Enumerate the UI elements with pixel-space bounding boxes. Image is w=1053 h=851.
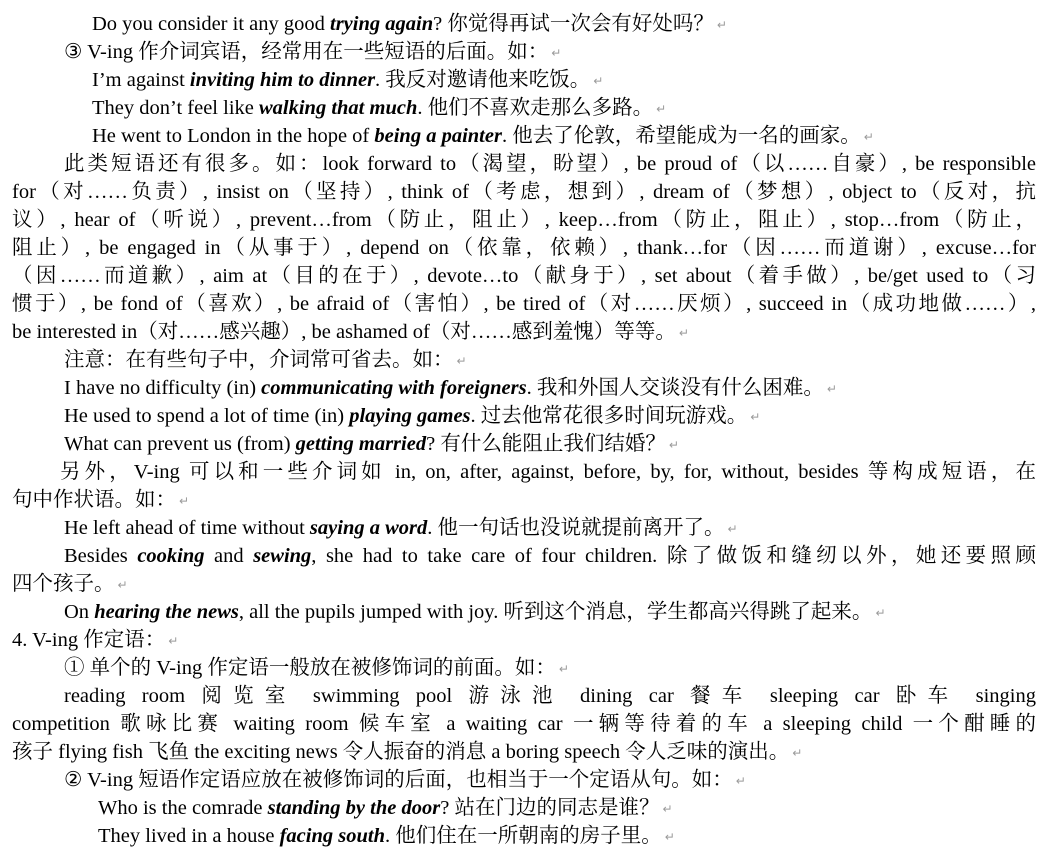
emphasized-phrase: sewing: [253, 545, 312, 567]
paragraph-mark-icon: ↵: [593, 74, 604, 89]
line-text: [64, 601, 872, 623]
text-line: [12, 206, 1036, 234]
text-line: [64, 598, 1036, 626]
text-run: 此类短语还有很多。如：look forward to（渴望，盼望）, be proud of（以……自豪）, be responsible: [64, 153, 1036, 175]
text-run: be interested in（对……感兴趣）, be ashamed of（对……感到羞愧）等等。: [12, 321, 676, 343]
text-line: [92, 10, 1036, 38]
text-line: [64, 682, 1036, 710]
paragraph-mark-icon: ↵: [792, 746, 803, 761]
paragraph-mark-icon: ↵: [716, 18, 727, 33]
paragraph-mark-icon: ↵: [168, 634, 179, 649]
text-run: He went to London in the hope of: [92, 125, 375, 147]
text-line: [12, 290, 1036, 318]
text-run: I have no difficulty (in): [64, 377, 262, 399]
paragraph-mark-icon: ↵: [179, 494, 190, 509]
emphasized-phrase: inviting him to dinner: [189, 69, 376, 91]
text-line: [12, 234, 1036, 262]
text-run: What can prevent us (from): [64, 433, 296, 455]
text-run: ? 你觉得再试一次会有好处吗？: [433, 13, 714, 35]
text-line: [64, 150, 1036, 178]
line-text: [64, 769, 733, 791]
text-run: , she had to take care of four children. 除了做饭和缝纫以外，她还要照顾: [311, 545, 1036, 567]
text-run: Do you consider it any good: [92, 13, 330, 35]
text-run: He used to spend a lot of time (in): [64, 405, 350, 427]
text-run: 孩子 flying fish 飞鱼 the exciting news 令人振奋的消息 a boring speech 令人乏味的演出。: [12, 741, 790, 763]
paragraph-mark-icon: ↵: [117, 578, 128, 593]
text-run: Besides: [64, 545, 138, 567]
paragraph-mark-icon: ↵: [727, 522, 738, 537]
text-run: , all the pupils jumped with joy. 听到这个消息，学生都高兴得跳了起来。: [238, 601, 873, 623]
line-text: [12, 293, 1036, 315]
text-run: Who is the comrade: [98, 797, 268, 819]
line-text: [12, 237, 1036, 259]
line-text: [12, 265, 1036, 287]
paragraph-mark-icon: ↵: [826, 382, 837, 397]
text-line: [12, 318, 1036, 346]
paragraph-mark-icon: ↵: [735, 774, 746, 789]
text-run: （因……而道歉）, aim at（目的在于）, devote…to（献身于）, set about（着手做）, be/get used to（习: [12, 265, 1036, 287]
line-text: [92, 13, 714, 35]
emphasized-phrase: trying again: [330, 13, 434, 35]
text-run: They don’t feel like: [92, 97, 259, 119]
text-run: . 他一句话也没说就提前离开了。: [427, 517, 725, 539]
text-line: [64, 542, 1036, 570]
line-text: [92, 97, 653, 119]
paragraph-mark-icon: ↵: [863, 130, 874, 145]
text-line: [64, 654, 1036, 682]
text-run: reading room 阅览室 swimming pool 游泳池 dining car 餐车 sleeping car 卧车 singing: [64, 685, 1036, 707]
text-run: They lived in a house: [98, 825, 280, 847]
text-run: . 他去了伦敦，希望能成为一名的画家。: [501, 125, 861, 147]
text-run: 另外，V-ing 可以和一些介词如 in, on, after, against, before, by, for, without, besides 等构成短语，在: [60, 461, 1036, 483]
text-run: ? 站在门边的同志是谁？: [440, 797, 660, 819]
emphasized-phrase: being a painter: [374, 125, 502, 147]
emphasized-phrase: hearing the news: [94, 601, 239, 623]
text-line: [64, 38, 1036, 66]
line-text: [64, 405, 747, 427]
text-run: 惯于）, be fond of（喜欢）, be afraid of（害怕）, be tired of（对……厌烦）, succeed in（成功地做……）,: [12, 293, 1036, 315]
line-text: [12, 209, 1036, 231]
text-run: ② V-ing 短语作定语应放在被修饰词的后面，也相当于一个定语从句。如：: [64, 769, 733, 791]
emphasized-phrase: getting married: [295, 433, 427, 455]
text-line: [64, 766, 1036, 794]
text-line: [12, 178, 1036, 206]
line-text: [60, 461, 1036, 483]
emphasized-phrase: standing by the door: [267, 797, 441, 819]
line-text: [64, 545, 1036, 567]
paragraph-mark-icon: ↵: [750, 410, 761, 425]
line-text: [12, 489, 176, 511]
line-text: [64, 517, 725, 539]
emphasized-phrase: saying a word: [309, 517, 428, 539]
text-line: [98, 822, 1036, 850]
paragraph-mark-icon: ↵: [668, 438, 679, 453]
text-run: ① 单个的 V-ing 作定语一般放在被修饰词的前面。如：: [64, 657, 556, 679]
text-run: 注意：在有些句子中，介词常可省去。如：: [64, 349, 454, 371]
paragraph-mark-icon: ↵: [875, 606, 886, 621]
text-line: [12, 626, 1036, 654]
text-line: [92, 122, 1036, 150]
line-text: [64, 685, 1036, 707]
text-line: [12, 262, 1036, 290]
line-text: [12, 321, 676, 343]
line-text: [92, 69, 590, 91]
line-text: [64, 433, 666, 455]
paragraph-mark-icon: ↵: [664, 830, 675, 845]
emphasized-phrase: facing south: [279, 825, 385, 847]
text-run: 四个孩子。: [12, 573, 115, 595]
paragraph-mark-icon: ↵: [551, 46, 562, 61]
line-text: [98, 825, 662, 847]
text-line: [12, 486, 1036, 514]
line-text: [92, 125, 861, 147]
text-line: [64, 430, 1036, 458]
text-run: 阻止）, be engaged in（从事于）, depend on（依靠，依赖）, thank…for（因……而道谢）, excuse…for: [12, 237, 1036, 259]
text-run: and: [204, 545, 254, 567]
text-run: for（对……负责）, insist on（坚持）, think of（考虑，想到）, dream of（梦想）, object to（反对，抗: [12, 181, 1036, 203]
text-run: . 过去他常花很多时间玩游戏。: [470, 405, 748, 427]
line-text: [12, 181, 1036, 203]
text-line: [64, 374, 1036, 402]
paragraph-mark-icon: ↵: [456, 354, 467, 369]
line-text: [12, 713, 1036, 735]
text-run: I’m against: [92, 69, 190, 91]
text-line: [60, 458, 1036, 486]
text-run: ? 有什么能阻止我们结婚？: [426, 433, 666, 455]
text-line: [64, 402, 1036, 430]
text-line: [92, 66, 1036, 94]
text-line: [64, 514, 1036, 542]
text-run: . 他们不喜欢走那么多路。: [417, 97, 654, 119]
text-run: . 我反对邀请他来吃饭。: [375, 69, 591, 91]
line-text: [12, 629, 165, 651]
text-run: competition 歌咏比赛 waiting room 候车室 a waiting car 一辆等待着的车 a sleeping child 一个酣睡的: [12, 713, 1036, 735]
line-text: [64, 377, 824, 399]
text-line: [12, 738, 1036, 766]
line-text: [64, 657, 556, 679]
line-text: [98, 797, 659, 819]
text-line: [98, 794, 1036, 822]
emphasized-phrase: communicating with foreigners: [261, 377, 527, 399]
text-line: [92, 94, 1036, 122]
text-run: ③ V-ing 作介词宾语，经常用在一些短语的后面。如：: [64, 41, 549, 63]
text-run: On: [64, 601, 95, 623]
text-run: . 他们住在一所朝南的房子里。: [384, 825, 662, 847]
paragraph-mark-icon: ↵: [678, 326, 689, 341]
text-line: [12, 570, 1036, 598]
line-text: [12, 741, 789, 763]
line-text: [64, 41, 548, 63]
text-line: [64, 346, 1036, 374]
text-run: 4. V-ing 作定语：: [12, 629, 166, 651]
text-run: . 我和外国人交谈没有什么困难。: [526, 377, 824, 399]
line-text: [64, 349, 454, 371]
emphasized-phrase: playing games: [349, 405, 471, 427]
paragraph-mark-icon: ↵: [558, 662, 569, 677]
line-text: [64, 153, 1036, 175]
emphasized-phrase: walking that much: [258, 97, 418, 119]
emphasized-phrase: cooking: [137, 545, 205, 567]
paragraph-mark-icon: ↵: [662, 802, 673, 817]
text-run: 议）, hear of（听说）, prevent…from（防止，阻止）, keep…from（防止，阻止）, stop…from（防止，: [12, 209, 1036, 231]
text-line: [12, 710, 1036, 738]
text-run: 句中作状语。如：: [12, 489, 176, 511]
text-run: He left ahead of time without: [64, 517, 310, 539]
paragraph-mark-icon: ↵: [656, 102, 667, 117]
line-text: [12, 573, 115, 595]
